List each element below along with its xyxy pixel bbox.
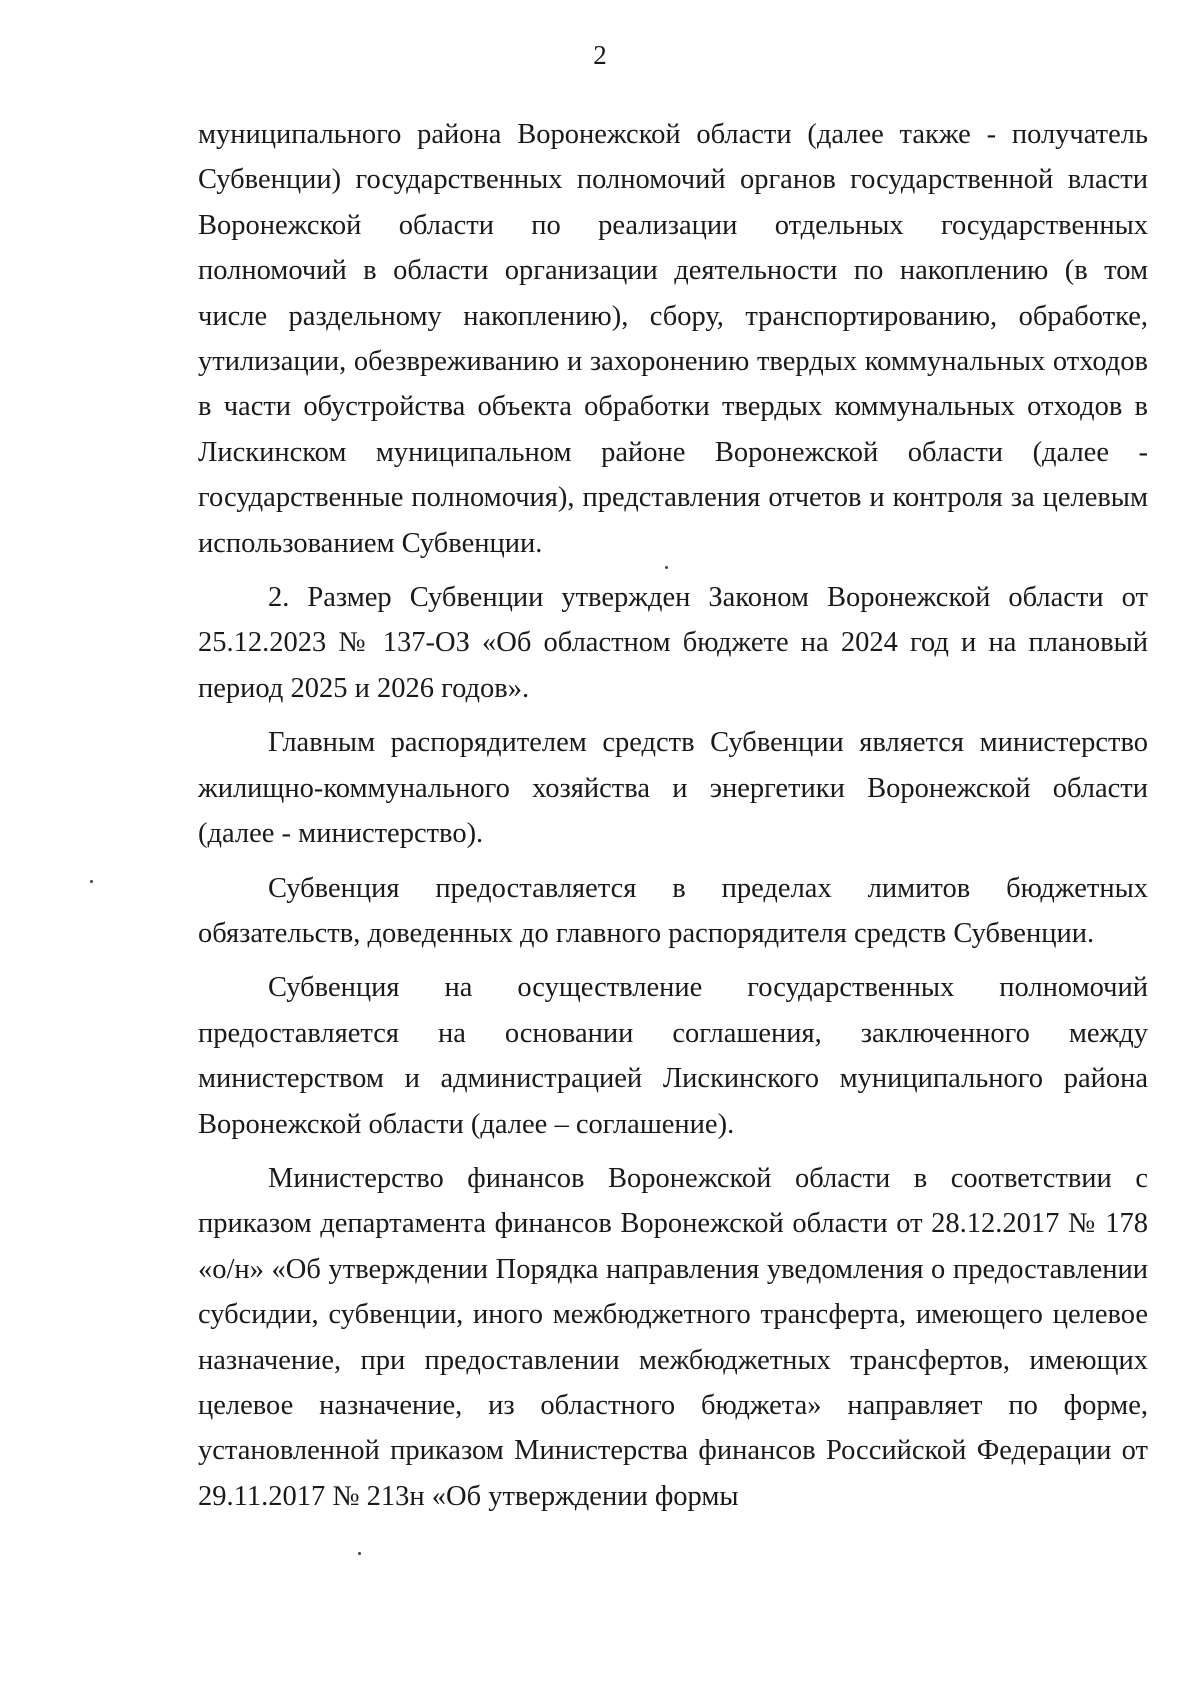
scan-speck xyxy=(90,880,93,883)
paragraph-agreement: Субвенция на осуществление государственных полномочий предоставляется на основании соглашения, заключенного между министерством и администрацией Лискинского муниципального района Воронежской области (далее – соглашение). xyxy=(198,972,1148,1140)
scan-speck xyxy=(665,566,668,569)
paragraph-subvention-size: 2. Размер Субвенции утвержден Законом Воронежской области от 25.12.2023 № 137-ОЗ «Об областном бюджете на 2024 год и на плановый период 2025 и 2026 годов». xyxy=(198,582,1148,704)
paragraph-main-administrator: Главным распорядителем средств Субвенции является министерство жилищно-коммунального хозяйства и энергетики Воронежской области (далее - министерство). xyxy=(198,727,1148,850)
document-body xyxy=(198,112,1148,1519)
page-number: 2 xyxy=(593,40,607,70)
scan-speck xyxy=(358,1552,361,1555)
paragraph-budget-limits: Субвенция предоставляется в пределах лимитов бюджетных обязательств, доведенных до главного распорядителя средств Субвенции. xyxy=(198,872,1148,949)
paragraph-continuation: муниципального района Воронежской области (далее также - получатель Субвенции) государственных полномочий органов государственной власти Воронежской области по реализации отдельных государственных полномочий в области организации деятельности по накоплению (в том числе раздельному накоплению), сбору, транспортированию, обработке, утилизации, обезвреживанию и захоронению твердых коммунальных отходов в части обустройства объекта обработки твердых коммунальных отходов в Лискинском муниципальном районе Воронежской области (далее - государственные полномочия), представления отчетов и контроля за целевым использованием Субвенции. xyxy=(198,119,1148,559)
paragraph-finance-ministry: Министерство финансов Воронежской области в соответствии с приказом департамента финансов Воронежской области от 28.12.2017 № 178 «о/н» «Об утверждении Порядка направления уведомления о предоставлении субсидии, субвенции, иного межбюджетного трансферта, имеющего целевое назначение, при предоставлении межбюджетных трансфертов, имеющих целевое назначение, из областного бюджета» направляет по форме, установленной приказом Министерства финансов Российской Федерации от 29.11.2017 № 213н «Об утверждении формы xyxy=(198,1162,1148,1512)
